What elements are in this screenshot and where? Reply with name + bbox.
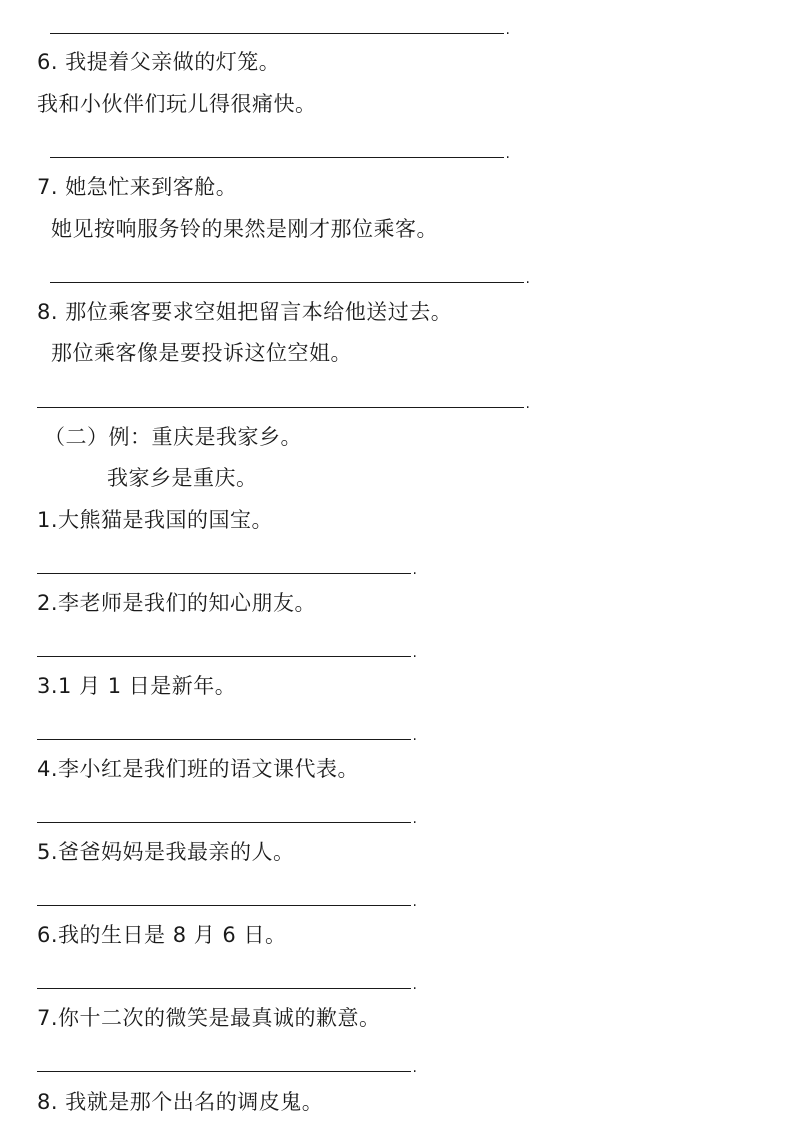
- item7-sentence-1: 7. 她急忙来到客舱。: [37, 175, 238, 199]
- item6-sentence-1: 6. 我提着父亲做的灯笼。: [37, 50, 281, 74]
- item6-answer-line[interactable]: [50, 136, 510, 162]
- part2-item-2-answer-line[interactable]: [37, 635, 417, 661]
- part2-item-1: 1.大熊猫是我国的国宝。: [37, 508, 274, 532]
- item8-sentence-1: 8. 那位乘客要求空姐把留言本给他送过去。: [37, 300, 453, 324]
- item8-sentence-2: 那位乘客像是要投诉这位空姐。: [51, 341, 352, 365]
- end-dot: .: [525, 271, 530, 287]
- part2-item-3-answer-line[interactable]: [37, 718, 417, 744]
- item8-answer-line[interactable]: [37, 386, 530, 412]
- part2-item-7: 7.你十二次的微笑是最真诚的歉意。: [37, 1006, 381, 1030]
- answer-line-prev[interactable]: [50, 12, 510, 38]
- end-dot: .: [505, 22, 510, 38]
- part2-header: （二）例：重庆是我家乡。: [44, 425, 302, 449]
- part2-item-8: 8. 我就是那个出名的调皮鬼。: [37, 1090, 324, 1114]
- part2-item-7-answer-line[interactable]: [37, 1050, 417, 1076]
- end-dot: .: [412, 562, 417, 578]
- end-dot: .: [505, 146, 510, 162]
- end-dot: .: [412, 977, 417, 993]
- item6-sentence-2: 我和小伙伴们玩儿得很痛快。: [37, 92, 317, 116]
- part2-item-4: 4.李小红是我们班的语文课代表。: [37, 757, 360, 781]
- end-dot: .: [525, 396, 530, 412]
- end-dot: .: [412, 728, 417, 744]
- part2-item-5-answer-line[interactable]: [37, 884, 417, 910]
- item7-sentence-2: 她见按响服务铃的果然是刚才那位乘客。: [51, 217, 438, 241]
- part2-item-4-answer-line[interactable]: [37, 801, 417, 827]
- end-dot: .: [412, 645, 417, 661]
- item7-answer-line[interactable]: [50, 261, 530, 287]
- part2-item-2: 2.李老师是我们的知心朋友。: [37, 591, 317, 615]
- end-dot: .: [412, 1060, 417, 1076]
- part2-item-6: 6.我的生日是 8 月 6 日。: [37, 923, 287, 947]
- part2-item-6-answer-line[interactable]: [37, 967, 417, 993]
- end-dot: .: [412, 894, 417, 910]
- end-dot: .: [412, 811, 417, 827]
- part2-item-3: 3.1 月 1 日是新年。: [37, 674, 237, 698]
- part2-item-1-answer-line[interactable]: [37, 552, 417, 578]
- part2-item-5: 5.爸爸妈妈是我最亲的人。: [37, 840, 295, 864]
- part2-example-answer: 我家乡是重庆。: [107, 466, 258, 490]
